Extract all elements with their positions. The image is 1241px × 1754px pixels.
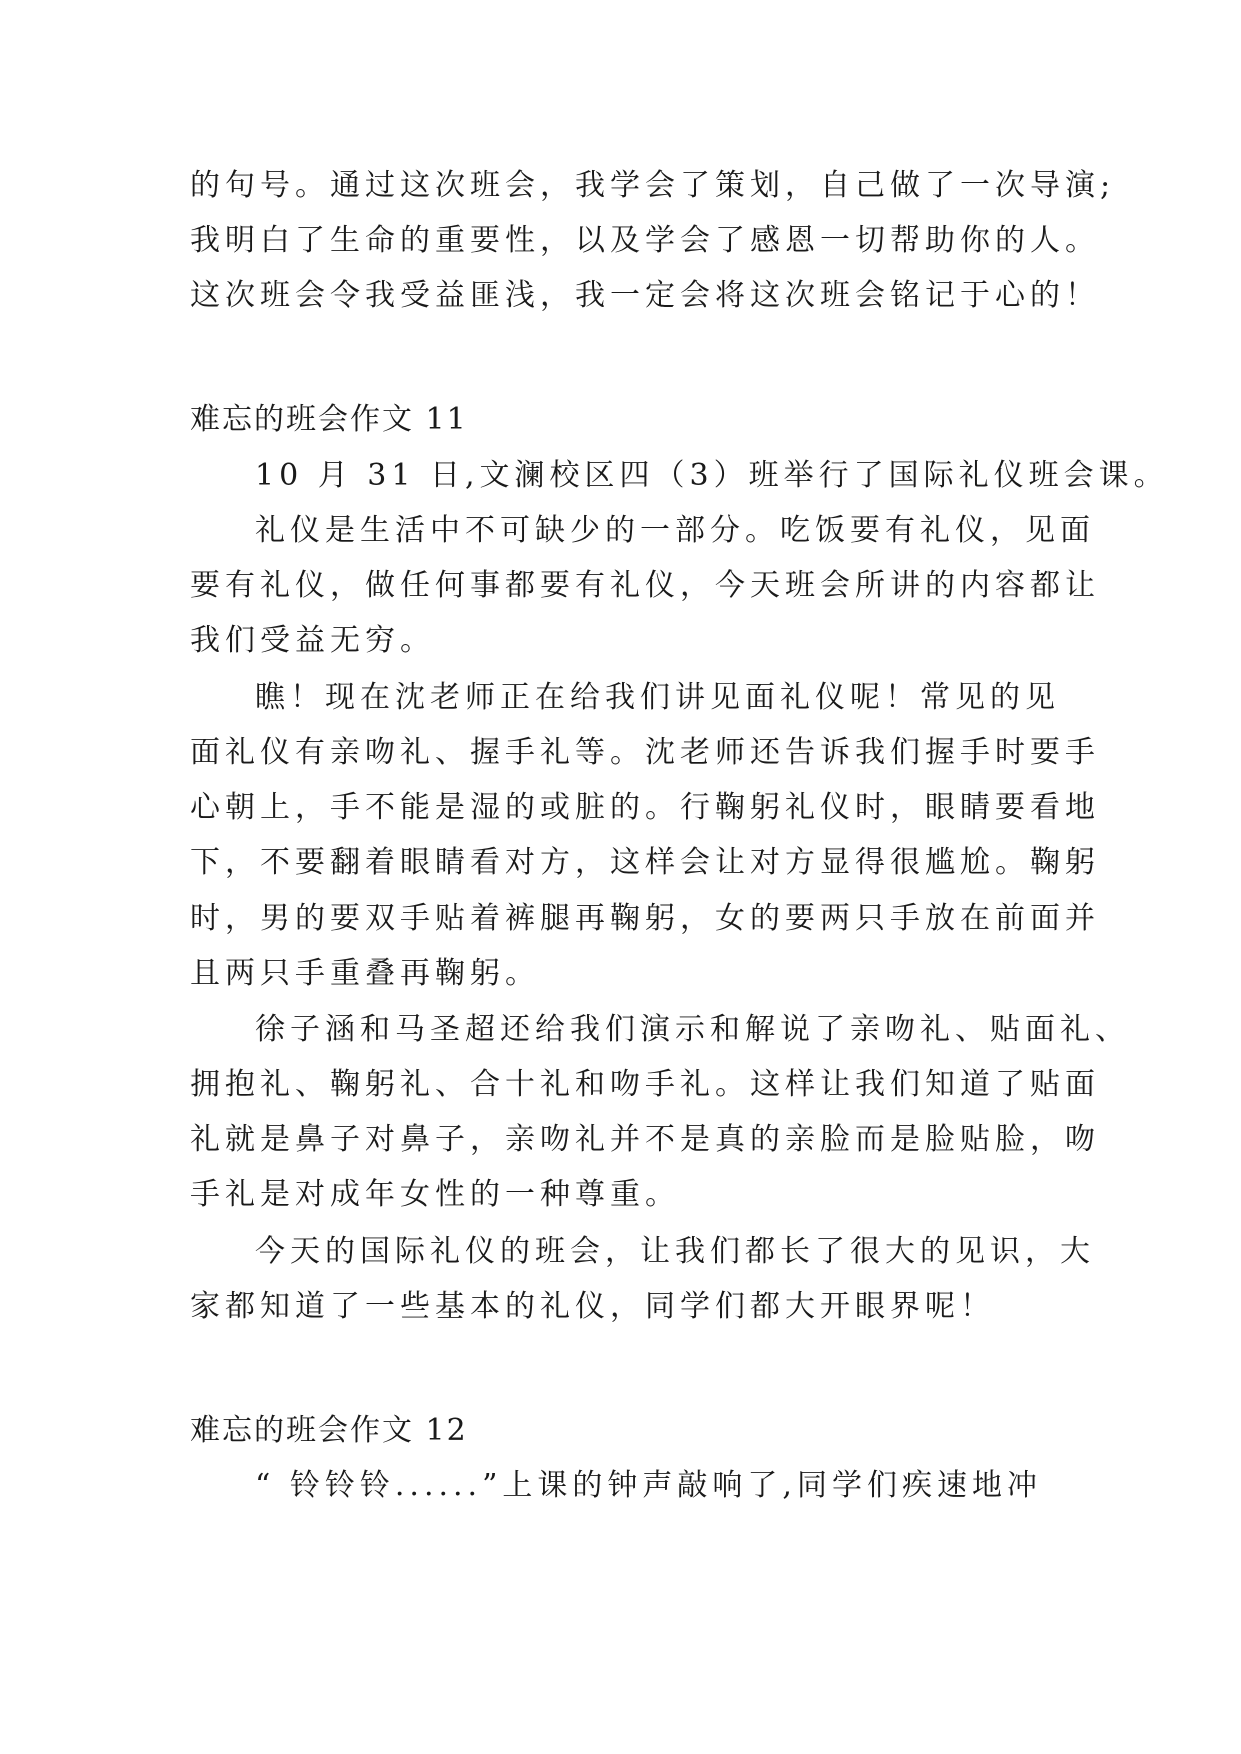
paragraph-line: 这次班会令我受益匪浅，我一定会将这次班会铭记于心的！	[190, 278, 1100, 313]
paragraph-line: 徐子涵和马圣超还给我们演示和解说了亲吻礼、贴面礼、	[255, 1012, 1130, 1047]
paragraph-line: 要有礼仪，做任何事都要有礼仪，今天班会所讲的内容都让	[190, 568, 1100, 603]
paragraph-line: “ 铃铃铃......”上课的钟声敲响了,同学们疾速地冲	[255, 1468, 1042, 1503]
section-heading: 难忘的班会作文 11	[190, 402, 468, 437]
paragraph-line: 礼就是鼻子对鼻子，亲吻礼并不是真的亲脸而是脸贴脸，吻	[190, 1122, 1100, 1157]
paragraph-line: 礼仪是生活中不可缺少的一部分。吃饭要有礼仪，见面	[255, 513, 1095, 548]
paragraph-line: 的句号。通过这次班会，我学会了策划，自己做了一次导演;	[190, 168, 1116, 203]
paragraph-line: 我们受益无穷。	[190, 623, 435, 658]
paragraph-line: 面礼仪有亲吻礼、握手礼等。沈老师还告诉我们握手时要手	[190, 735, 1100, 770]
paragraph-line: 心朝上，手不能是湿的或脏的。行鞠躬礼仪时，眼睛要看地	[190, 790, 1100, 825]
paragraph-line: 时，男的要双手贴着裤腿再鞠躬，女的要两只手放在前面并	[190, 901, 1100, 936]
paragraph-line: 今天的国际礼仪的班会，让我们都长了很大的见识，大	[255, 1234, 1095, 1269]
paragraph-line: 瞧！现在沈老师正在给我们讲见面礼仪呢！常见的见	[255, 680, 1060, 715]
paragraph-line: 手礼是对成年女性的一种尊重。	[190, 1177, 680, 1212]
paragraph-line: 拥抱礼、鞠躬礼、合十礼和吻手礼。这样让我们知道了贴面	[190, 1067, 1100, 1102]
paragraph-line: 下，不要翻着眼睛看对方，这样会让对方显得很尴尬。鞠躬	[190, 845, 1100, 880]
paragraph-line: 家都知道了一些基本的礼仪，同学们都大开眼界呢！	[190, 1289, 995, 1324]
section-heading: 难忘的班会作文 12	[190, 1413, 468, 1448]
paragraph-line: 我明白了生命的重要性，以及学会了感恩一切帮助你的人。	[190, 223, 1100, 258]
paragraph-line: 且两只手重叠再鞠躬。	[190, 956, 540, 991]
paragraph-line: 10 月 31 日,文澜校区四（3）班举行了国际礼仪班会课。	[255, 458, 1169, 493]
